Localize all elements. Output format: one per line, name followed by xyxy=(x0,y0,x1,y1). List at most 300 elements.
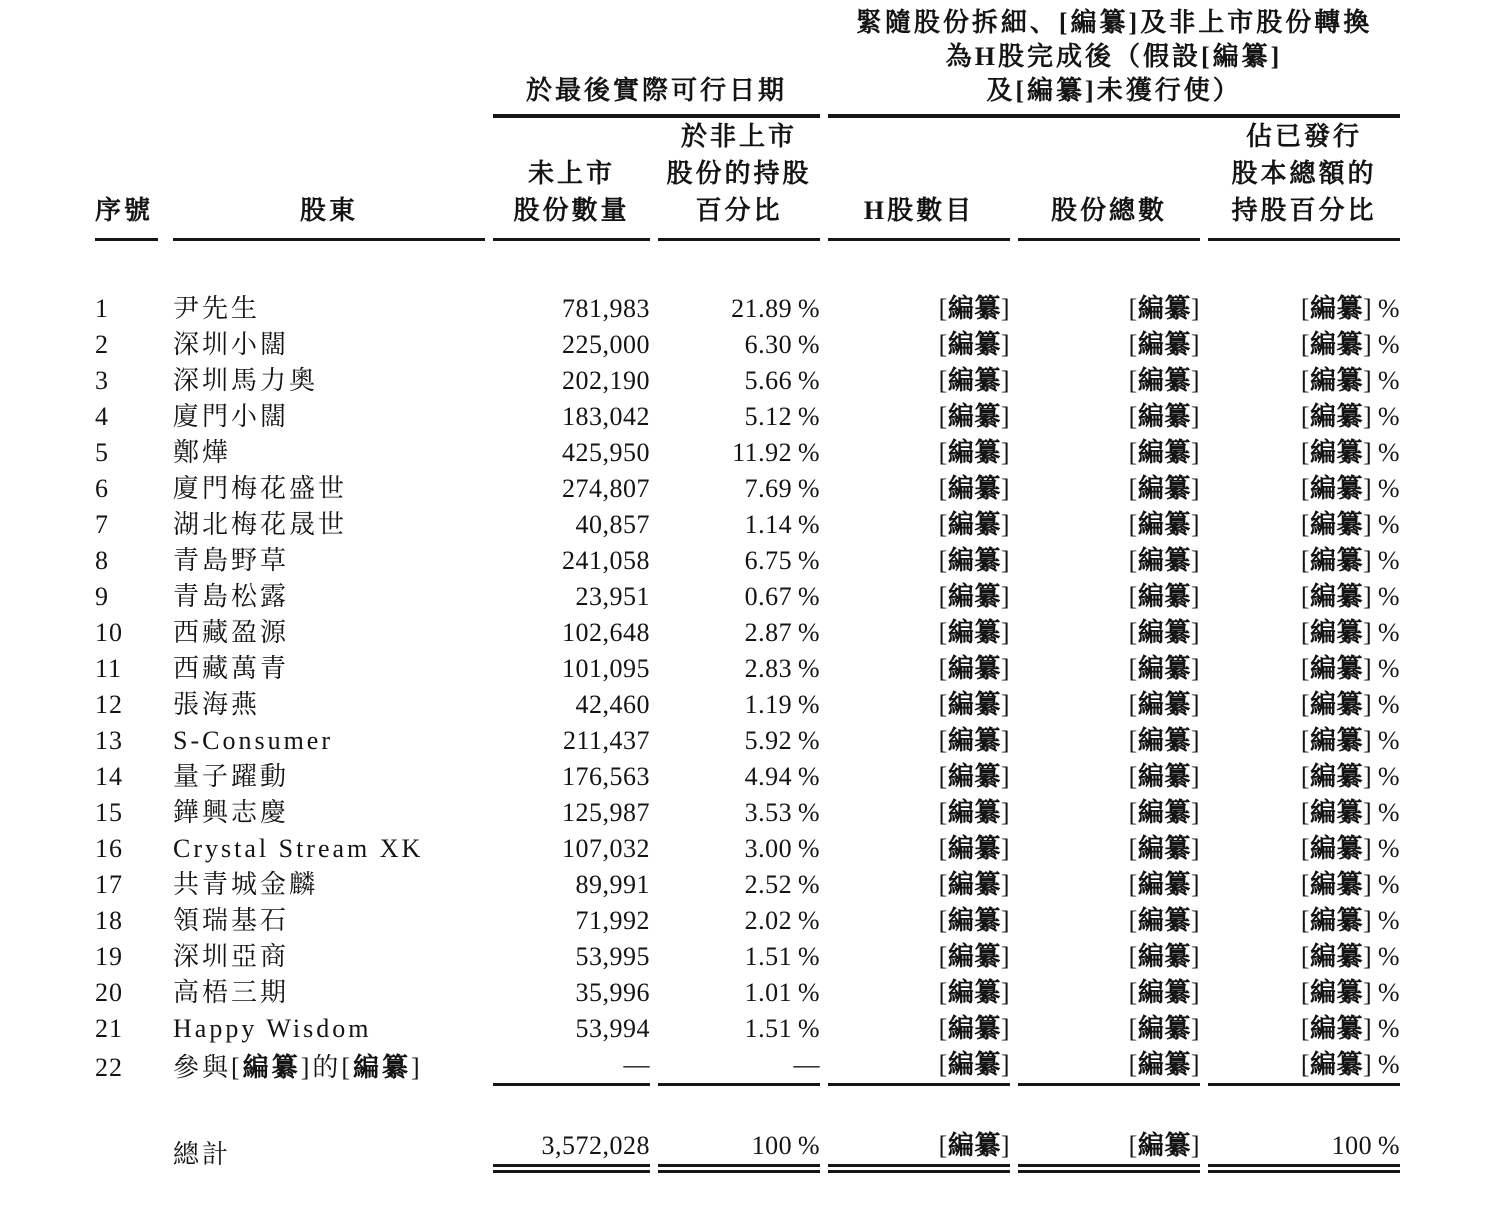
total-total-shares-value-text: [編纂] xyxy=(1018,1128,1200,1173)
issued-pct-value-text: [編纂] % xyxy=(1300,942,1401,971)
unlisted-pct-value xyxy=(650,903,820,939)
group-header-text: 於最後實際可行日期 xyxy=(526,76,788,105)
total-unlisted-pct-value-text: 100 % xyxy=(658,1128,820,1173)
redaction-marker: 編纂 xyxy=(1309,582,1363,611)
unlisted-shares-value-text: 71,992 xyxy=(575,906,650,935)
total-shares-value xyxy=(1010,831,1200,867)
issued-pct-value-text: [編纂] % xyxy=(1300,510,1401,539)
header-line: 佔已發行 xyxy=(1246,122,1363,151)
unlisted-pct-value xyxy=(650,867,820,903)
redaction-marker: 編纂 xyxy=(1137,510,1191,539)
unlisted-pct-value xyxy=(650,615,820,651)
issued-pct-value xyxy=(1200,507,1400,543)
h-shares-value xyxy=(820,435,1010,471)
shareholder-name xyxy=(165,291,485,327)
row-index xyxy=(95,471,165,507)
table-row xyxy=(95,291,1400,327)
unlisted-shares-value xyxy=(485,975,650,1011)
row-index-text: 9 xyxy=(95,582,109,611)
issued-pct-value xyxy=(1200,975,1400,1011)
total-shares-value-text: [編纂] xyxy=(1128,654,1201,683)
unlisted-shares-value-text: 225,000 xyxy=(562,330,650,359)
unlisted-shares-value-text: 101,095 xyxy=(562,654,650,683)
unlisted-shares-value xyxy=(485,543,650,579)
shareholder-name-text: 領瑞基石 xyxy=(173,906,290,935)
unlisted-pct-value-text: 21.89 % xyxy=(731,294,821,323)
group-header-line: 為H股完成後（假設[編纂] xyxy=(945,42,1283,71)
group-header-row xyxy=(95,6,1400,118)
row-index-text: 13 xyxy=(95,726,123,755)
row-index-text: 7 xyxy=(95,510,109,539)
h-shares-value-text: [編纂] xyxy=(938,546,1011,575)
table-row xyxy=(95,1047,1400,1086)
unlisted-shares-value-text: 40,857 xyxy=(575,510,650,539)
unlisted-shares-value xyxy=(485,723,650,759)
header-line: 於非上市 xyxy=(681,122,798,151)
row-index-text: 2 xyxy=(95,330,109,359)
h-shares-value xyxy=(820,687,1010,723)
issued-pct-value-text: [編纂] % xyxy=(1300,906,1401,935)
row-index-text: 20 xyxy=(95,978,123,1007)
unlisted-pct-value-text: 1.19 % xyxy=(744,690,821,719)
total-unlisted-pct-value xyxy=(650,1128,820,1173)
unlisted-shares-value-text: 183,042 xyxy=(562,402,650,431)
table-row xyxy=(95,867,1400,903)
unlisted-pct-value xyxy=(650,831,820,867)
unlisted-pct-value-text: 0.67 % xyxy=(744,582,821,611)
redaction-marker: 編纂 xyxy=(947,546,1001,575)
redaction-marker: 編纂 xyxy=(1027,76,1086,105)
table-row xyxy=(95,1011,1400,1047)
h-shares-value xyxy=(820,399,1010,435)
unlisted-pct-value-text: 6.30 % xyxy=(744,330,821,359)
issued-pct-value-text: [編纂] % xyxy=(1300,582,1401,611)
unlisted-pct-value xyxy=(650,1011,820,1047)
issued-pct-value xyxy=(1200,435,1400,471)
row-index-text: 6 xyxy=(95,474,109,503)
total-shares-value-text: [編纂] xyxy=(1018,1047,1200,1086)
total-shares-value-text: [編纂] xyxy=(1128,690,1201,719)
unlisted-shares-value-text: 53,994 xyxy=(575,1014,650,1043)
total-shares-value xyxy=(1010,903,1200,939)
shareholder-name-text: 湖北梅花晟世 xyxy=(173,510,348,539)
issued-pct-value xyxy=(1200,1047,1400,1086)
total-shares-value-text: [編纂] xyxy=(1128,402,1201,431)
row-index xyxy=(95,579,165,615)
h-shares-value-text: [編纂] xyxy=(938,582,1011,611)
issued-pct-value xyxy=(1200,687,1400,723)
shareholder-name-text: 廈門小闊 xyxy=(173,402,290,431)
shareholder-name xyxy=(165,939,485,975)
unlisted-shares-value xyxy=(485,687,650,723)
unlisted-shares-value-text: 53,995 xyxy=(575,942,650,971)
row-index-text: 16 xyxy=(95,834,123,863)
redaction-marker: 編纂 xyxy=(1309,762,1363,791)
shareholder-name-text: 共青城金麟 xyxy=(173,870,319,899)
table-row xyxy=(95,975,1400,1011)
h-shares-value xyxy=(820,831,1010,867)
group-header-line: 緊隨股份拆細、[編纂]及非上市股份轉換 xyxy=(855,8,1373,37)
issued-pct-value-text: [編纂] % xyxy=(1300,762,1401,791)
row-index-text: 8 xyxy=(95,546,109,575)
issued-pct-value-text: [編纂] % xyxy=(1300,366,1401,395)
unlisted-shares-value xyxy=(485,759,650,795)
shareholder-name xyxy=(165,687,485,723)
row-index xyxy=(95,795,165,831)
shareholder-name xyxy=(165,579,485,615)
issued-pct-value xyxy=(1200,867,1400,903)
total-unlisted-shares-value xyxy=(485,1128,650,1173)
redaction-marker: 編纂 xyxy=(1309,438,1363,467)
row-index-text: 11 xyxy=(95,654,123,683)
row-index xyxy=(95,1011,165,1047)
total-shares-value-text: [編纂] xyxy=(1128,510,1201,539)
shareholder-name xyxy=(165,435,485,471)
redaction-marker: 編纂 xyxy=(1137,1014,1191,1043)
unlisted-pct-value xyxy=(650,651,820,687)
shareholder-name-text: 西藏萬青 xyxy=(173,654,290,683)
col-header-total-shares xyxy=(1010,118,1200,241)
unlisted-pct-value-text: 2.87 % xyxy=(744,618,821,647)
h-shares-value xyxy=(820,903,1010,939)
redaction-marker: 編纂 xyxy=(947,1131,1001,1160)
unlisted-shares-value xyxy=(485,615,650,651)
redaction-marker: 編纂 xyxy=(1309,870,1363,899)
row-index xyxy=(95,363,165,399)
header-line: 持股百分比 xyxy=(1231,196,1377,225)
unlisted-shares-value xyxy=(485,435,650,471)
unlisted-shares-value-text: 202,190 xyxy=(562,366,650,395)
total-shares-value-text: [編纂] xyxy=(1128,834,1201,863)
shareholder-name-text: 深圳小闊 xyxy=(173,330,290,359)
unlisted-pct-value xyxy=(650,291,820,327)
total-shares-value-text: [編纂] xyxy=(1128,438,1201,467)
issued-pct-value xyxy=(1200,1011,1400,1047)
redaction-marker: 編纂 xyxy=(947,726,1001,755)
shareholder-name-text: Crystal Stream XK xyxy=(173,834,424,863)
redaction-marker: 編纂 xyxy=(1137,1050,1191,1079)
redaction-marker: 編纂 xyxy=(1212,42,1271,71)
redaction-marker: 編纂 xyxy=(947,294,1001,323)
total-unlisted-shares-value-text: 3,572,028 xyxy=(493,1128,650,1173)
total-shares-value xyxy=(1010,543,1200,579)
redaction-marker: 編纂 xyxy=(1137,438,1191,467)
unlisted-shares-value xyxy=(485,795,650,831)
header-line: 股東 xyxy=(299,196,358,225)
h-shares-value xyxy=(820,1011,1010,1047)
column-header-row xyxy=(95,118,1400,241)
total-shares-value-text: [編纂] xyxy=(1128,294,1201,323)
unlisted-shares-value xyxy=(485,831,650,867)
unlisted-shares-value-text: 23,951 xyxy=(575,582,650,611)
shareholder-name xyxy=(165,867,485,903)
shareholder-name xyxy=(165,975,485,1011)
redaction-marker: 編纂 xyxy=(1137,942,1191,971)
total-shares-value xyxy=(1010,507,1200,543)
unlisted-pct-value-text: — xyxy=(658,1047,820,1086)
redaction-marker: 編纂 xyxy=(947,330,1001,359)
total-shares-value xyxy=(1010,687,1200,723)
redaction-marker: 編纂 xyxy=(947,906,1001,935)
shareholder-name-text: 鏵興志慶 xyxy=(173,798,290,827)
table-row xyxy=(95,579,1400,615)
total-shares-value xyxy=(1010,291,1200,327)
shareholder-name xyxy=(165,327,485,363)
h-shares-value xyxy=(820,507,1010,543)
unlisted-shares-value-text: 107,032 xyxy=(562,834,650,863)
h-shares-value-text: [編纂] xyxy=(938,798,1011,827)
shareholder-name-text: 張海燕 xyxy=(173,690,261,719)
redaction-marker: 編纂 xyxy=(1137,474,1191,503)
redaction-marker: 編纂 xyxy=(1137,762,1191,791)
redaction-marker: 編纂 xyxy=(1137,726,1191,755)
issued-pct-value xyxy=(1200,795,1400,831)
redaction-marker: 編纂 xyxy=(1137,978,1191,1007)
unlisted-shares-value-text: 211,437 xyxy=(562,726,650,755)
table-row xyxy=(95,363,1400,399)
redaction-marker: 編纂 xyxy=(1137,798,1191,827)
body-total-gap xyxy=(95,1086,1400,1128)
redaction-marker: 編纂 xyxy=(947,942,1001,971)
unlisted-pct-value xyxy=(650,507,820,543)
total-shares-value xyxy=(1010,1047,1200,1086)
gap-cell xyxy=(95,241,1400,291)
h-shares-value xyxy=(820,471,1010,507)
h-shares-value xyxy=(820,363,1010,399)
redaction-marker: 編纂 xyxy=(1309,834,1363,863)
unlisted-pct-value-text: 2.52 % xyxy=(744,870,821,899)
total-shares-value-text: [編纂] xyxy=(1128,546,1201,575)
total-shares-value xyxy=(1010,579,1200,615)
total-shares-value xyxy=(1010,471,1200,507)
unlisted-pct-value-text: 6.75 % xyxy=(744,546,821,575)
unlisted-shares-value xyxy=(485,1047,650,1086)
header-line: 序號 xyxy=(95,196,154,225)
total-shares-value-text: [編纂] xyxy=(1128,726,1201,755)
total-shares-value xyxy=(1010,327,1200,363)
header-line: 股份的持股 xyxy=(666,159,812,188)
h-shares-value-text: [編纂] xyxy=(938,834,1011,863)
unlisted-pct-value-text: 11.92 % xyxy=(732,438,821,467)
issued-pct-value-text: [編纂] % xyxy=(1300,330,1401,359)
unlisted-shares-value xyxy=(485,363,650,399)
unlisted-shares-value xyxy=(485,1011,650,1047)
row-index-text: 17 xyxy=(95,870,123,899)
row-index xyxy=(95,831,165,867)
redaction-marker: 編纂 xyxy=(1309,330,1363,359)
h-shares-value xyxy=(820,723,1010,759)
issued-pct-value xyxy=(1200,543,1400,579)
shareholder-name xyxy=(165,759,485,795)
issued-pct-value-text: [編纂] % xyxy=(1300,474,1401,503)
unlisted-shares-value xyxy=(485,327,650,363)
unlisted-shares-value-text: 89,991 xyxy=(575,870,650,899)
redaction-marker: 編纂 xyxy=(1137,834,1191,863)
redaction-marker: 編纂 xyxy=(1309,474,1363,503)
total-total-shares-value xyxy=(1010,1128,1200,1173)
total-shares-value-text: [編纂] xyxy=(1128,582,1201,611)
h-shares-value-text: [編纂] xyxy=(828,1047,1010,1086)
total-shares-value-text: [編纂] xyxy=(1128,618,1201,647)
unlisted-shares-value-text: 425,950 xyxy=(562,438,650,467)
shareholder-name-text: 青島野草 xyxy=(173,546,290,575)
redaction-marker: 編纂 xyxy=(1309,798,1363,827)
redaction-marker: 編纂 xyxy=(1137,402,1191,431)
group-header-post-completion xyxy=(820,6,1400,118)
shareholder-name-text: 西藏盈源 xyxy=(173,618,290,647)
h-shares-value-text: [編纂] xyxy=(938,690,1011,719)
h-shares-value-text: [編纂] xyxy=(938,294,1011,323)
table-row xyxy=(95,831,1400,867)
unlisted-pct-value xyxy=(650,939,820,975)
total-issued-pct-value xyxy=(1200,1128,1400,1173)
h-shares-value xyxy=(820,795,1010,831)
issued-pct-value xyxy=(1200,579,1400,615)
group-header-line: 及[編纂]未獲行使） xyxy=(986,76,1242,105)
col-header-unlisted-pct xyxy=(650,118,820,241)
shareholding-table xyxy=(95,6,1400,1173)
row-index-text: 18 xyxy=(95,906,123,935)
shareholder-name xyxy=(165,795,485,831)
shareholder-name-text: 廈門梅花盛世 xyxy=(173,474,348,503)
table-row xyxy=(95,687,1400,723)
redaction-marker: 編纂 xyxy=(947,978,1001,1007)
unlisted-pct-value-text: 3.53 % xyxy=(744,798,821,827)
unlisted-pct-value-text: 1.51 % xyxy=(744,942,821,971)
redaction-marker: 編纂 xyxy=(1309,690,1363,719)
total-shares-value xyxy=(1010,795,1200,831)
total-shares-value xyxy=(1010,615,1200,651)
shareholder-name-text: 尹先生 xyxy=(173,294,261,323)
unlisted-shares-value-text: 102,648 xyxy=(562,618,650,647)
redaction-marker: 編纂 xyxy=(353,1053,412,1082)
issued-pct-value-text: [編纂] % xyxy=(1300,870,1401,899)
shareholder-name-text: Happy Wisdom xyxy=(173,1014,372,1043)
row-index xyxy=(95,939,165,975)
shareholder-name-text: 量子躍動 xyxy=(173,762,290,791)
redaction-marker: 編纂 xyxy=(947,510,1001,539)
h-shares-value-text: [編纂] xyxy=(938,870,1011,899)
h-shares-value-text: [編纂] xyxy=(938,510,1011,539)
row-index-text: 14 xyxy=(95,762,123,791)
col-header-shareholder xyxy=(165,118,485,241)
total-shares-value-text: [編纂] xyxy=(1128,798,1201,827)
h-shares-value-text: [編纂] xyxy=(938,474,1011,503)
shareholder-name-text: 深圳亞商 xyxy=(173,942,290,971)
issued-pct-value xyxy=(1200,723,1400,759)
unlisted-pct-value-text: 1.01 % xyxy=(744,978,821,1007)
unlisted-pct-value xyxy=(650,363,820,399)
unlisted-pct-value xyxy=(650,543,820,579)
redaction-marker: 編纂 xyxy=(1137,870,1191,899)
h-shares-value xyxy=(820,867,1010,903)
total-shares-value-text: [編纂] xyxy=(1128,366,1201,395)
shareholder-name xyxy=(165,507,485,543)
total-shares-value xyxy=(1010,975,1200,1011)
redaction-marker: 編纂 xyxy=(1309,510,1363,539)
issued-pct-value-text: [編纂] % xyxy=(1300,546,1401,575)
table-row xyxy=(95,723,1400,759)
h-shares-value-text: [編纂] xyxy=(938,942,1011,971)
redaction-marker: 編纂 xyxy=(947,402,1001,431)
issued-pct-value-text: [編纂] % xyxy=(1300,1014,1401,1043)
redaction-marker: 編纂 xyxy=(1309,618,1363,647)
table-row xyxy=(95,759,1400,795)
row-index xyxy=(95,723,165,759)
shareholder-name xyxy=(165,723,485,759)
row-index xyxy=(95,507,165,543)
h-shares-value-text: [編纂] xyxy=(938,978,1011,1007)
total-h-shares-value-text: [編纂] xyxy=(828,1128,1010,1173)
total-shares-value xyxy=(1010,651,1200,687)
header-line: 股份數量 xyxy=(513,196,630,225)
issued-pct-value xyxy=(1200,327,1400,363)
redaction-marker: 編纂 xyxy=(1137,906,1191,935)
total-row-index-spacer xyxy=(95,1128,165,1173)
redaction-marker: 編纂 xyxy=(1137,618,1191,647)
redaction-marker: 編纂 xyxy=(947,834,1001,863)
h-shares-value-text: [編纂] xyxy=(938,330,1011,359)
unlisted-pct-value-text: 5.92 % xyxy=(744,726,821,755)
unlisted-shares-value xyxy=(485,867,650,903)
unlisted-shares-value-text: 781,983 xyxy=(562,294,650,323)
h-shares-value-text: [編纂] xyxy=(938,438,1011,467)
row-index xyxy=(95,651,165,687)
issued-pct-value-text: [編纂] % xyxy=(1300,402,1401,431)
h-shares-value-text: [編纂] xyxy=(938,906,1011,935)
row-index xyxy=(95,543,165,579)
shareholder-name xyxy=(165,615,485,651)
row-index xyxy=(95,1047,165,1086)
total-shares-value-text: [編纂] xyxy=(1128,942,1201,971)
col-header-unlisted-shares xyxy=(485,118,650,241)
unlisted-pct-value xyxy=(650,327,820,363)
shareholder-name xyxy=(165,831,485,867)
col-header-issued-pct xyxy=(1200,118,1400,241)
shareholder-name xyxy=(165,399,485,435)
row-index xyxy=(95,327,165,363)
total-shares-value-text: [編纂] xyxy=(1128,762,1201,791)
redaction-marker: 編纂 xyxy=(1309,906,1363,935)
h-shares-value-text: [編纂] xyxy=(938,618,1011,647)
total-shares-value xyxy=(1010,867,1200,903)
row-index-text: 4 xyxy=(95,402,109,431)
issued-pct-value-text: [編纂] % xyxy=(1300,618,1401,647)
issued-pct-value xyxy=(1200,939,1400,975)
redaction-marker: 編纂 xyxy=(1309,654,1363,683)
redaction-marker: 編纂 xyxy=(1137,654,1191,683)
issued-pct-value xyxy=(1200,471,1400,507)
redaction-marker: 編纂 xyxy=(1137,330,1191,359)
col-header-h-shares xyxy=(820,118,1010,241)
total-shares-value-text: [編纂] xyxy=(1128,870,1201,899)
unlisted-shares-value xyxy=(485,579,650,615)
unlisted-shares-value-text: 42,460 xyxy=(575,690,650,719)
h-shares-value-text: [編纂] xyxy=(938,654,1011,683)
h-shares-value-text: [編纂] xyxy=(938,762,1011,791)
row-index-text: 12 xyxy=(95,690,123,719)
issued-pct-value xyxy=(1200,903,1400,939)
redaction-marker: 編纂 xyxy=(947,690,1001,719)
h-shares-value xyxy=(820,1047,1010,1086)
h-shares-value xyxy=(820,651,1010,687)
unlisted-pct-value xyxy=(650,471,820,507)
unlisted-pct-value xyxy=(650,399,820,435)
total-shares-value-text: [編纂] xyxy=(1128,978,1201,1007)
unlisted-shares-value xyxy=(485,651,650,687)
table-row xyxy=(95,327,1400,363)
table-row xyxy=(95,399,1400,435)
